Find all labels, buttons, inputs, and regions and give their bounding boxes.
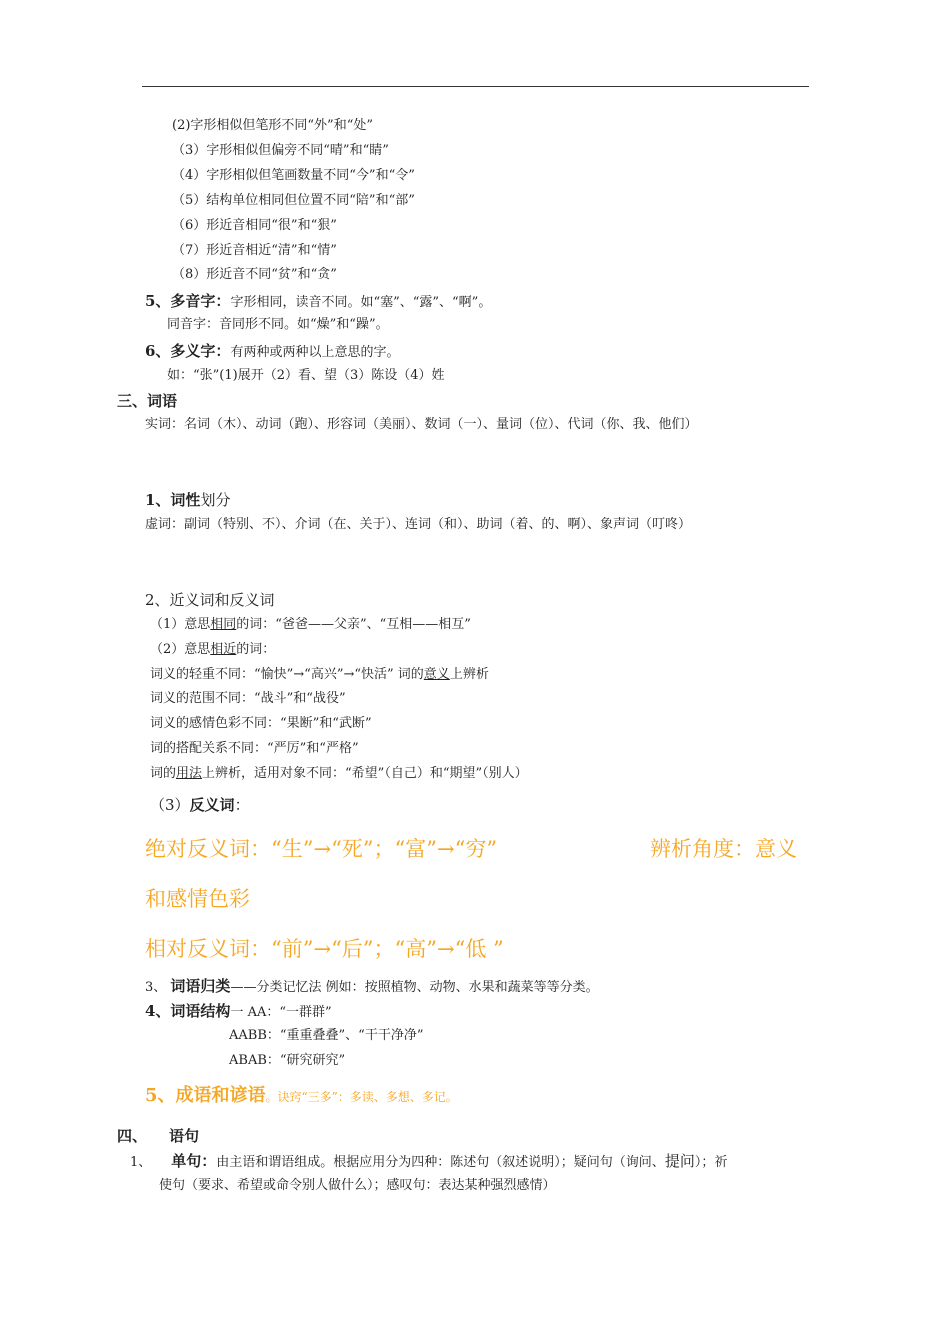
duoyin-line (145, 292, 491, 312)
list-item: （5）结构单位相同但位置不同“陪”和“部” (172, 193, 415, 208)
text-span: 词的 (150, 766, 177, 781)
text-span: 的词： (236, 642, 276, 657)
text-span: 一 AA：“一群群” (230, 1005, 332, 1020)
duoyi-text: 有两种或两种以上意思的字。 (230, 345, 400, 360)
jiegou-title: 4、词语结构 (145, 1002, 231, 1020)
duoyi-line (145, 342, 399, 362)
text-span: ）；祈 (694, 1155, 728, 1170)
jinyi-heading: 2、近义词和反义词 (145, 591, 275, 609)
list-item: (2)字形相似但笔形不同“外”和“处” (172, 118, 373, 133)
danju-line-2: 使句（要求、希望或命令别人做什么）；感叹句：表达某种强烈感情） (159, 1178, 556, 1193)
list-item: （8）形近音不同“贫”和“贪” (172, 267, 337, 282)
duoyin-text: 字形相同，读音不同。如“塞”、“露”、“啊”。 (230, 295, 492, 310)
jiegou-abab: ABAB：“研究研究” (229, 1053, 346, 1068)
tongyin-line: 同音字：音同形不同。如“燥”和“躁”。 (167, 317, 389, 332)
cixing-heading (145, 491, 230, 509)
fanyi-heading (150, 796, 250, 814)
text-span: 词义的轻重不同：“愉快”→“高兴”→“快活” 词的 (150, 667, 424, 682)
jiegou-aabb: AABB：“重重叠叠”、“干干净净” (229, 1028, 424, 1043)
xuci-line: 虚词：副词（特别、不）、介词（在、关于）、连词（和）、助词（着、的、啊）、象声词（叮咚） (145, 517, 692, 532)
duoyi-title: 6、多义字： (145, 342, 231, 360)
section-title-ciyu: 三、词语 (117, 392, 178, 410)
fanyi-title: 反义词 (189, 796, 235, 814)
underlined-term: 用法 (176, 766, 203, 781)
jinyi-q2: 词义的范围不同：“战斗”和“战役” (150, 691, 346, 706)
underlined-term: 相近 (210, 642, 237, 657)
absolute-antonym: 绝对反义词：“生”→“死”；“富”→“穷” (145, 837, 498, 861)
header-rule (142, 86, 809, 87)
text-span: 上辨析 (449, 667, 489, 682)
text-span: ： (234, 796, 250, 814)
text-span: ——分类记忆法 例如：按照植物、动物、水果和蔬菜等等分类。 (230, 980, 599, 995)
section-title-yuju (117, 1127, 199, 1145)
text-span: 四、 (117, 1127, 148, 1145)
text-span: 提问 (664, 1152, 695, 1170)
danju-line (130, 1152, 727, 1172)
text-span: 上辨析，适用对象不同：“希望”（自己）和“期望”（别人） (202, 766, 528, 781)
guilei-title: 词语归类 (170, 977, 231, 995)
jinyi-q1 (150, 666, 489, 684)
list-item: （4）字形相似但笔画数量不同“今”和“令” (172, 168, 415, 183)
danju-title: 单句： (171, 1152, 217, 1170)
relative-antonym: 相对反义词：“前”→“后”；“高”→“低 ” (145, 937, 504, 961)
text-span: 1、 (130, 1155, 152, 1170)
underlined-term: 相同 (210, 617, 237, 632)
list-item: （6）形近音相同“很”和“狠” (172, 218, 337, 233)
jinyi-p2 (150, 641, 275, 659)
text-span: （3） (150, 796, 190, 814)
cixing-bold: 1、词性 (145, 491, 201, 509)
text-span: 3、 (145, 980, 167, 995)
duoyi-example: 如：“张”(1)展开（2）看、望（3）陈设（4）姓 (167, 368, 445, 383)
guilei-line (145, 977, 599, 997)
text-span: （2）意思 (150, 642, 211, 657)
jiegou-line (145, 1002, 332, 1022)
text-span: 由主语和谓语组成。根据应用分为四种：陈述句（叙述说明）；疑问句（询问、 (216, 1155, 665, 1170)
analysis-angle-cont: 和感情色彩 (145, 887, 250, 911)
jinyi-q3: 词义的感情色彩不同：“果断”和“武断” (150, 716, 372, 731)
text-span: 语句 (169, 1127, 200, 1145)
underlined-term: 意义 (423, 667, 450, 682)
text-span: 的词：“爸爸——父亲”、“互相——相互” (236, 617, 471, 632)
cixing-rest: 划分 (200, 491, 231, 509)
analysis-angle: 辨析角度：意义 (650, 837, 797, 861)
jinyi-q4: 词的搭配关系不同：“严厉”和“严格” (150, 741, 359, 756)
text-span: （1）意思 (150, 617, 211, 632)
list-item: （3）字形相似但偏旁不同“晴”和“睛” (172, 143, 389, 158)
chengyu-tip: 。诀窍“三多”：多读、多想、多记。 (265, 1090, 458, 1104)
jinyi-p1 (150, 616, 471, 634)
list-item: （7）形近音相近“清”和“情” (172, 243, 337, 258)
jinyi-q5 (150, 765, 528, 783)
shici-line: 实词：名词（木）、动词（跑）、形容词（美丽）、数词（一）、量词（位）、代词（你、我、他们） (145, 417, 698, 432)
chengyu-title: 5、成语和谚语 (145, 1085, 266, 1106)
duoyin-title: 5、多音字： (145, 292, 231, 310)
chengyu-line (145, 1087, 458, 1107)
